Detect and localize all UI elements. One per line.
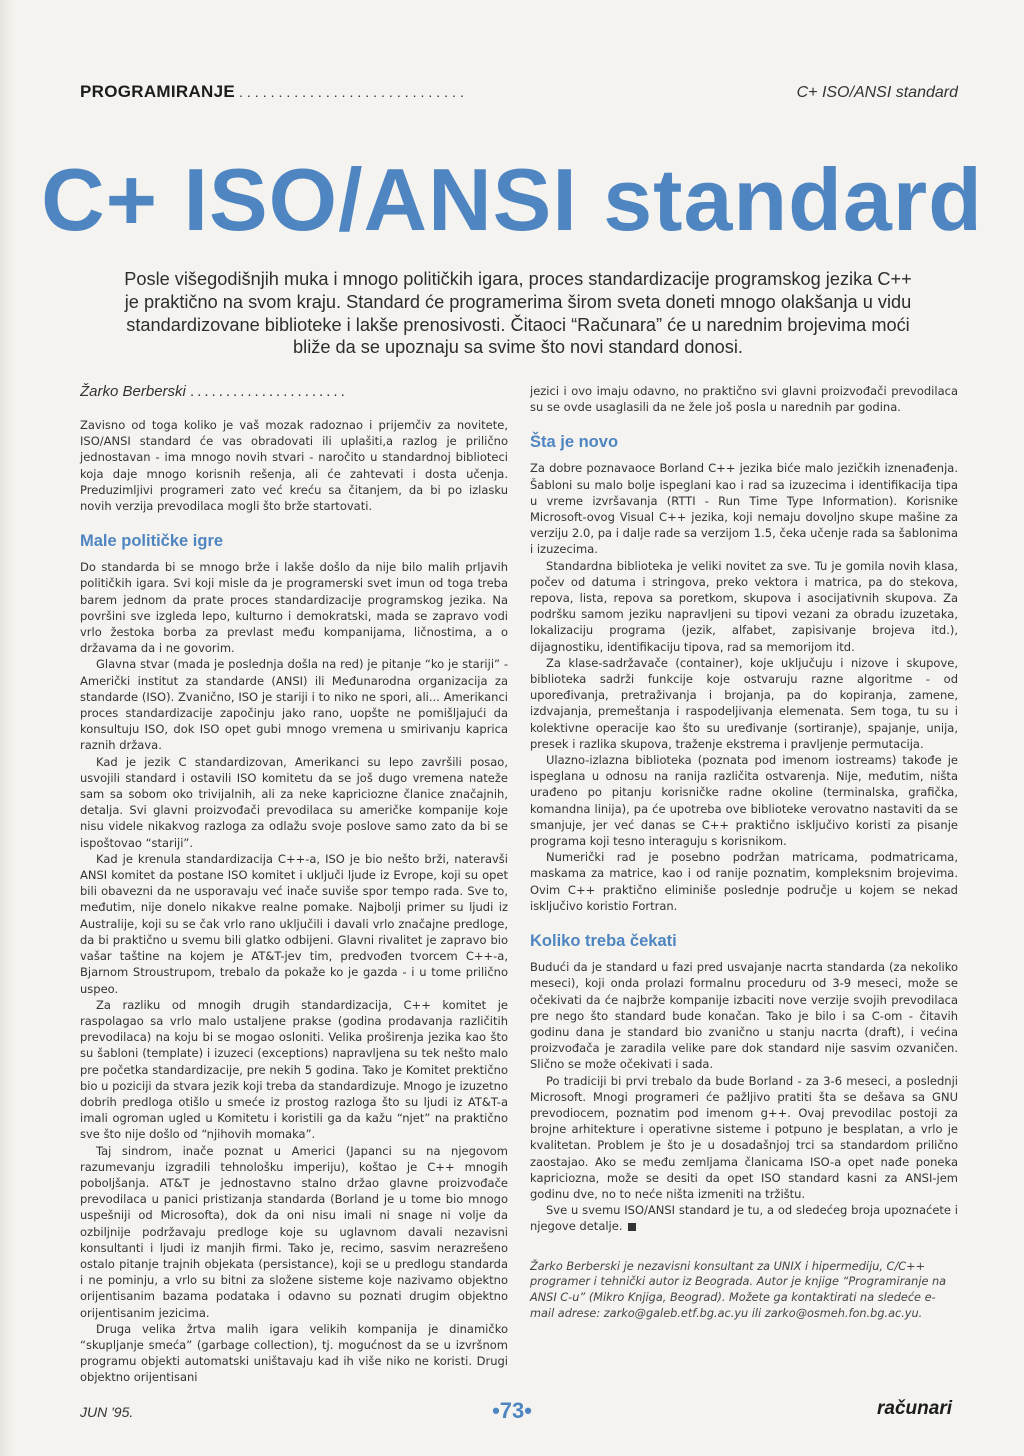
section-label: PROGRAMIRANJE [80,82,236,101]
author-name: Žarko Berberski [80,383,186,400]
body-paragraph: Za dobre poznavaoce Borland C++ jezika biće malo jezičkih iznenađenja. Šabloni su malo bolje ispeglani kao i rad sa izuzecima i identifikacija tipa u vreme izvršavanja (RTTI - Run Time Type Information). Korisnike Microsoft-ovog Visual C++ jezika, koji nemaju dovoljno skupe mašine za verziju 2.0, pa i dalje rade sa verzijom 1.5, čeka učenje rada sa šablonima i izuzecima. [530,461,958,557]
section-heading-politics: Male političke igre [80,532,224,551]
body-paragraph: Numerički rad je posebno podržan matricama, podmatricama, maskama za matrice, kao i od ranije poznatim, kompleksnim brojevima. Ovim C++ praktično eliminiše poslednje područje u kojem se nekad isključivo koristio Fortran. [530,850,958,913]
left-column [80,383,508,1386]
body-paragraph: Za klase-sadržavače (container), koje uključuju i nizove i skupove, biblioteka sadrži funkcije koje ostvaruju razne algoritme - od upoređivanja, pretraživanja i brojanja, pa do kopiranja, zamene, izdvajanja, premeštanja i raspodeljivanja elemenata. Sem toga, tu su i kolektivne operacije kao što su uređivanje (sortiranje), spajanje, unija, presek i razlika skupova, traženje ekstrema i pravljenje permutacija. [530,655,958,751]
magazine-name: računari [877,1398,952,1419]
intro-paragraph: Zavisno od toga koliko je vaš mozak radoznao i prijemčiv za novitete, ISO/ANSI standard će vas obradovati ili uplašiti,a razlog je prilično jednostavan - ima mnogo novih stvari - naročito u standardnoj biblioteci koja daje mnogo korisnih rešenja, ali će zahtevati i dosta učenja. Preduzimljivi programeri zato već kreću sa čitanjem, da bi po izlasku novih verzija prevodilaca mogli što brže startovati. [80,418,508,514]
header-leader-dots: ............................. [239,84,468,100]
body-paragraph: Ulazno-izlazna biblioteka (poznata pod imenom iostreams) takođe je ispeglana u odnosu na ranija različita ostvarenja. Nije, međutim, ništa urađeno po pitanju korisničke radne okoline (terminalska, grafička, komandna linija), pa će upotreba ove biblioteke verovatno nastaviti da se smanjuje, jer već danas se C++ praktično isključivo koristi za pisanje programa koji tesno interaguju s korisnikom. [530,753,958,849]
body-paragraph: Kad je jezik C standardizovan, Amerikanci su lepo završili posao, usvojili standard i ostavili ISO komitetu da se još dugo vremena nateže sam sa sobom oko trivijalnih, ali za neke kapriciozne članice značajnih, detalja. Svi glavni proizvođači prevodilaca su američke kompanije koje nisu videle nikakvog razloga za odlažu svoje poslove samo zato da bi se ispoštovao “stariji”. [80,754,508,850]
closing-text: Sve u svemu ISO/ANSI standard je tu, a od sledećeg broja upoznaćete i njegove detalje. [530,1203,958,1234]
body-paragraph: Po tradiciji bi prvi trebalo da bude Borland - za 3-6 meseci, a poslednji Microsoft. Mnogi programeri će pažljivo pratiti šta se dešava sa GNU prevodiocem, poznatim pod imenom g++. Ovaj prevodilac postoji za brojne arhitekture i operativne sisteme i potpuno je besplatan, a vrlo je kvalitetan. Problem je što je u dosadašnjoj trci sa standardom prilično zaostajao. Ako se među zemljama članicama ISO-a opet nađe poneka kapriciozna, može se desiti da opet ISO standard kasni za ANSI-jem godinu dve, no to neće ništa izmeniti na tržištu. [530,1073,958,1201]
page-number: •73• [492,1398,532,1423]
article-title: C+ ISO/ANSI standard [41,150,983,249]
body-paragraph: Druga velika žrtva malih igara velikih kompanija je dinamičko “skupljanje smeća” (garbage collection), tj. mogućnost da se u izvršnom programu objekti automatski uništavaju kad ih više niko ne koristi. Drugi objektno orijentisani [80,1321,508,1385]
author-leader-dots: ...................... [190,383,348,400]
running-header [80,82,958,106]
body-paragraph: jezici i ovo imaju odavno, no praktično svi glavni proizvođači prevodilaca su se ovde usaglasili da ne žele još posla u narednih par godina. [530,384,958,415]
body-paragraph: Budući da je standard u fazi pred usvajanje nacrta standarda (za nekoliko meseci), koji onda prolazi formalnu proceduru od 3-9 meseci, može se očekivati da će najbrže kompanije izbaciti nove verzije svojih prevodilaca pre nego što standard bude konačan. Tako je bilo i sa C-om - čitavih godinu dana je standard bio zvanično u stanju nacrta (draft), i većina proizvođača je zaradila velike pare dok standard nije sasvim ozvaničen. Slično se može očekivati i sada. [530,960,958,1072]
author-bio: Žarko Berberski je nezavisni konsultant za UNIX i hipermediju, C/C++ programer i tehnički autor iz Beograda. Autor je knjige “Programiranje na ANSI C-u” (Mikro Knjiga, Beograd). Možete ga kontaktirati na sledeće e-mail adrese: zarko@galeb.etf.bg.ac.yu ili zarko@osmeh.fon.bg.ac.yu. [530,1259,947,1320]
body-paragraph: Taj sindrom, inače poznat u Americi (Japanci su na njegovom razumevanju izgradili tehnološku imperiju), koštao je C++ mnogih poboljšanja. AT&T je jednostavno stalno držao glavne proizvođače prevodilaca u panici pristizanja standarda (Borland je u tome bio mnogo uspešniji od Microsofta), dok da oni nisu imali ni snage ni volje da ozbiljnije podržavaju predloge koje su uglavnom davali nezavisni konsultanti i ljudi iz manjih firmi. Tako je, recimo, sasvim nerazrešeno ostalo pitanje trajnih objekata (persistance), koji se u predlogu standarda i ne pominju, a vrlo su bitni za složene sisteme koje nazivamo objektno orijentisanim bazama podataka i odavno su poznati drugim objektno orijentisanim jezicima. [80,1143,508,1320]
right-column [530,383,958,1322]
body-paragraph: Glavna stvar (mada je poslednja došla na red) je pitanje “ko je stariji” - Američki institut za standarde (ANSI) ili Međunarodna organizacija za standarde (ISO). Zvanično, ISO je stariji i to niko ne spori, ali... Amerikanci proces standardizacije započinju jako rano, uopšte ne pomišljajući da konsultuju ISO, dok ISO opet gubi mnogo vremena u smirivanju kaprica raznih država. [80,657,508,753]
header-topic: C+ ISO/ANSI standard [796,84,958,101]
author-byline [80,383,508,403]
end-of-article-mark [628,1223,636,1231]
article-lead: Posle višegodišnjih muka i mnogo političkih igara, proces standardizacije programskog jezika C++ je praktično na svom kraju. Standard će programerima širom sveta doneti mnogo olakšanja u vidu standardizovane biblioteke i lakše prenosivosti. Čitaoci “Računara” će u narednim brojevima moći bliže da se upoznaju sa svime što novi standard donosi. [124,269,912,358]
issue-date: JUN '95. [80,1404,134,1420]
closing-paragraph [530,1202,958,1234]
section-heading-whats-new: Šta je novo [530,433,619,452]
body-paragraph: Kad je krenula standardizacija C++-a, ISO je bio nešto brži, nateravši ANSI komitet da postane ISO komitet i uključi ljude iz Evrope, koji su opet bili obavezni da ne usporavaju već inače suviše spor tempo rada. Sve to, međutim, nije donelo nikakve realne pomake. Najbolji primer su ljudi iz Australije, koji su se čak vrlo rano uključili i davali vrlo značajne predloge, da bi praktično u svemu bili glatko odbijeni. Glavni rivalitet je zapravo bio vašar taštine na kojem je AT&T-jev tim, predvođen tvorcem C++-a, Bjarnom Stroustrupom, trebalo da pokaže ko je gazda - i u tome prilično uspeo. [80,851,508,996]
section-heading-waiting: Koliko treba čekati [530,932,677,951]
body-paragraph: Za razliku od mnogih drugih standardizacija, C++ komitet je raspolagao sa vrlo malo ustaljene prakse (godina prodavanja različitih prevodilaca) na koju bi se mogao osloniti. Velika proširenja jezika kao što su šabloni (template) i izuzeci (exceptions) napravljena su tek nešto malo pre početka standardizacije, pre nekih 5 godina. Tako je Komitet prektično bio u poziciji da stvara jezik koji treba da standardizuje. Mnogo je izuzetno dobrih predloga otišlo u smeće iz prostog razloga što su ljudi iz AT&T-a imali ogroman ugled u Komitetu i koristili ga da kažu “njet” na praktično sve što nije došlo od “njihovih momaka”. [80,997,508,1142]
body-paragraph: Do standarda bi se mnogo brže i lakše došlo da nije bilo malih prljavih političkih igara. Svi koji misle da je programerski svet imun od toga treba barem jednom da prate proces standardizacije programskog jezika. Na površini sve izgleda lepo, kulturno i demokratski, mada se zapravo vodi vrlo žestoka borba za prevlast među kompanijama, ličnostima, a o državama da i ne govorim. [80,560,508,656]
body-paragraph: Standardna biblioteka je veliki novitet za sve. Tu je gomila novih klasa, počev od datuma i stringova, preko vektora i matrica, pa do stekova, repova, lista, repova sa poretkom, skupova i asocijativnih skupova. Za podršku samom jeziku napravljeni su tipovi vezani za obradu izuzetaka, lokalizaciju programa (jezik, alfabet, zapisivanje brojeva itd.), dijagnostiku, identifikaciju tipova, rad sa memorijom itd. [530,558,958,654]
